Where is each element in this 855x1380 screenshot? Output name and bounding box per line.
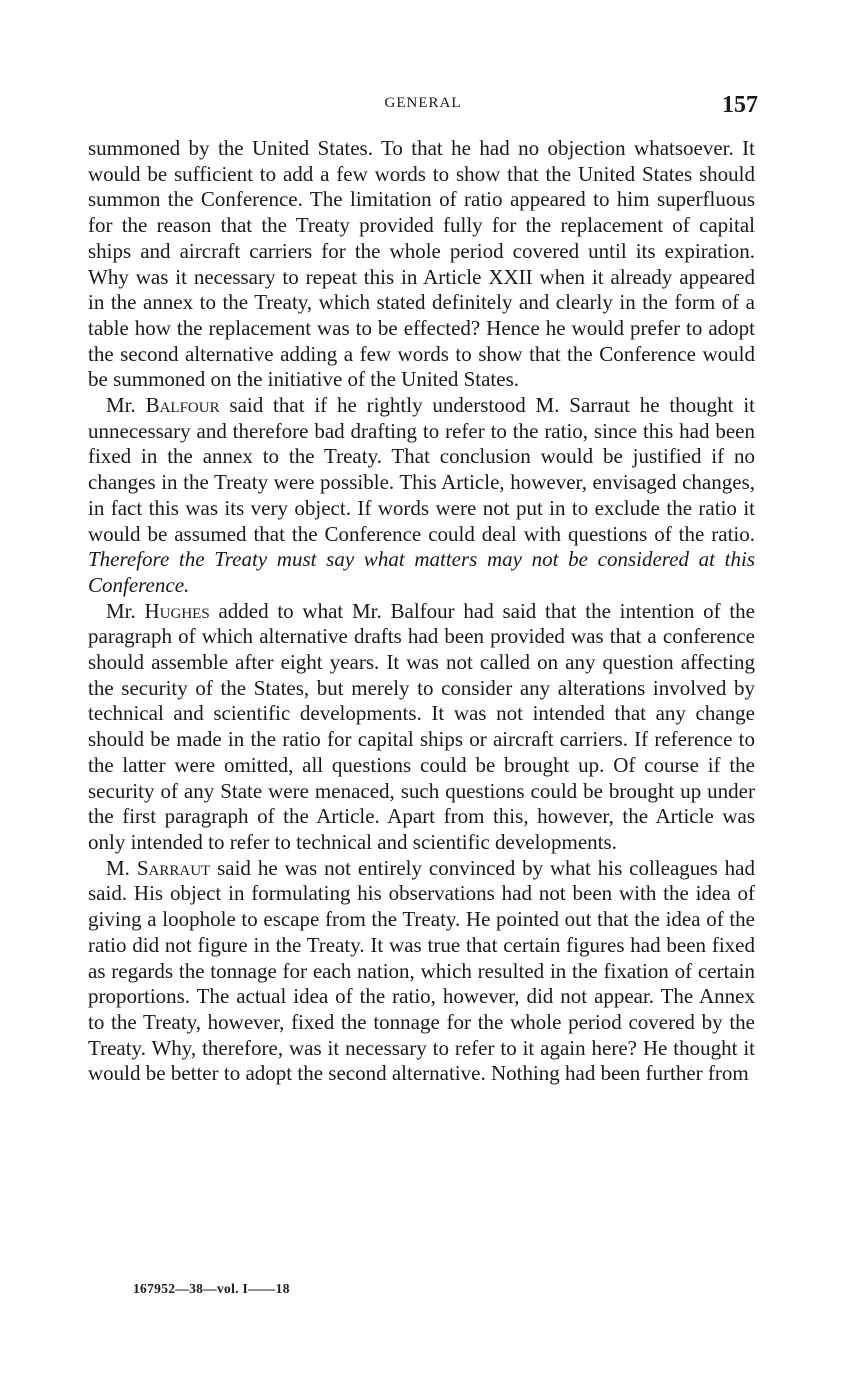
speaker-prefix: Mr. xyxy=(106,598,136,623)
speaker-prefix: M. xyxy=(106,855,130,880)
paragraph-text: summoned by the United States. To that he had no objection whatsoever. It would be sufficient to add a few words to show that the United States should summon the Conference. The limitation of ratio appeared to him superfluous for the reason that the Treaty provided fully for the replacement of capital ships and aircraft carriers for the whole period covered until its expiration. Why was it necessary to repeat this in Article XXII when it already appeared in the annex to the Treaty, which stated definitely and clearly in the form of a table how the replacement was to be effected? Hence he would prefer to adopt the second alternative adding a few words to show that the Conference would be summoned on the initiative of the United States. xyxy=(88,136,755,392)
running-head xyxy=(88,92,758,126)
paragraph-continuation xyxy=(88,136,755,393)
speaker-name: Sarraut xyxy=(136,855,211,880)
paragraph-balfour xyxy=(88,393,755,599)
speaker-name: Hughes xyxy=(144,598,210,623)
running-title: GENERAL xyxy=(384,95,462,111)
paragraph-sarraut xyxy=(88,856,755,1087)
paragraph-hughes xyxy=(88,599,755,856)
paragraph-text: said he was not entirely convinced by what his colleagues had said. His object in formulating his observations had not been with the idea of giving a loophole to escape from the Treaty. He pointed out that the idea of the ratio did not figure in the Treaty. It was true that certain figures had been fixed as regards the tonnage for each nation, which resulted in the fixation of certain proportions. The actual idea of the ratio, however, did not appear. The Annex to the Treaty, however, fixed the tonnage for the whole period covered by the Treaty. Why, therefore, was it necessary to refer to it again here? He thought it would be better to adopt the second alternative. Nothing had been further from xyxy=(88,855,755,1086)
paragraph-text: said that if he rightly understood M. Sarraut he thought it unnecessary and therefore bad drafting to refer to the ratio, since this had been fixed in the annex to the Treaty. That conclusion would be justified if no changes in the Treaty were possible. This Article, however, envisaged changes, in fact this was its very object. If words were not put in to exclude the ratio it would be assumed that the Conference could deal with questions of the ratio. xyxy=(88,393,755,546)
page-number: 157 xyxy=(722,92,758,118)
printer-signature: 167952—38—vol. I——18 xyxy=(133,1281,290,1296)
speaker-name: Balfour xyxy=(145,393,220,418)
speaker-prefix: Mr. xyxy=(106,393,136,418)
italic-emphasis: Therefore the Treaty must say what matters may not be considered at this Conference. xyxy=(88,547,755,597)
text-body xyxy=(88,136,755,1087)
paragraph-text: added to what Mr. Balfour had said that the intention of the paragraph of which alternative drafts had been provided was that a conference should assemble after eight years. It was not called on any question affecting the security of the States, but merely to consider any alterations involved by technical and scientific developments. It was not intended that any change should be made in the ratio for capital ships or aircraft carriers. If reference to the latter were omitted, all questions could be brought up. Of course if the security of any State were menaced, such questions could be brought up under the first paragraph of the Article. Apart from this, however, the Article was only intended to refer to technical and scientific developments. xyxy=(88,598,755,854)
